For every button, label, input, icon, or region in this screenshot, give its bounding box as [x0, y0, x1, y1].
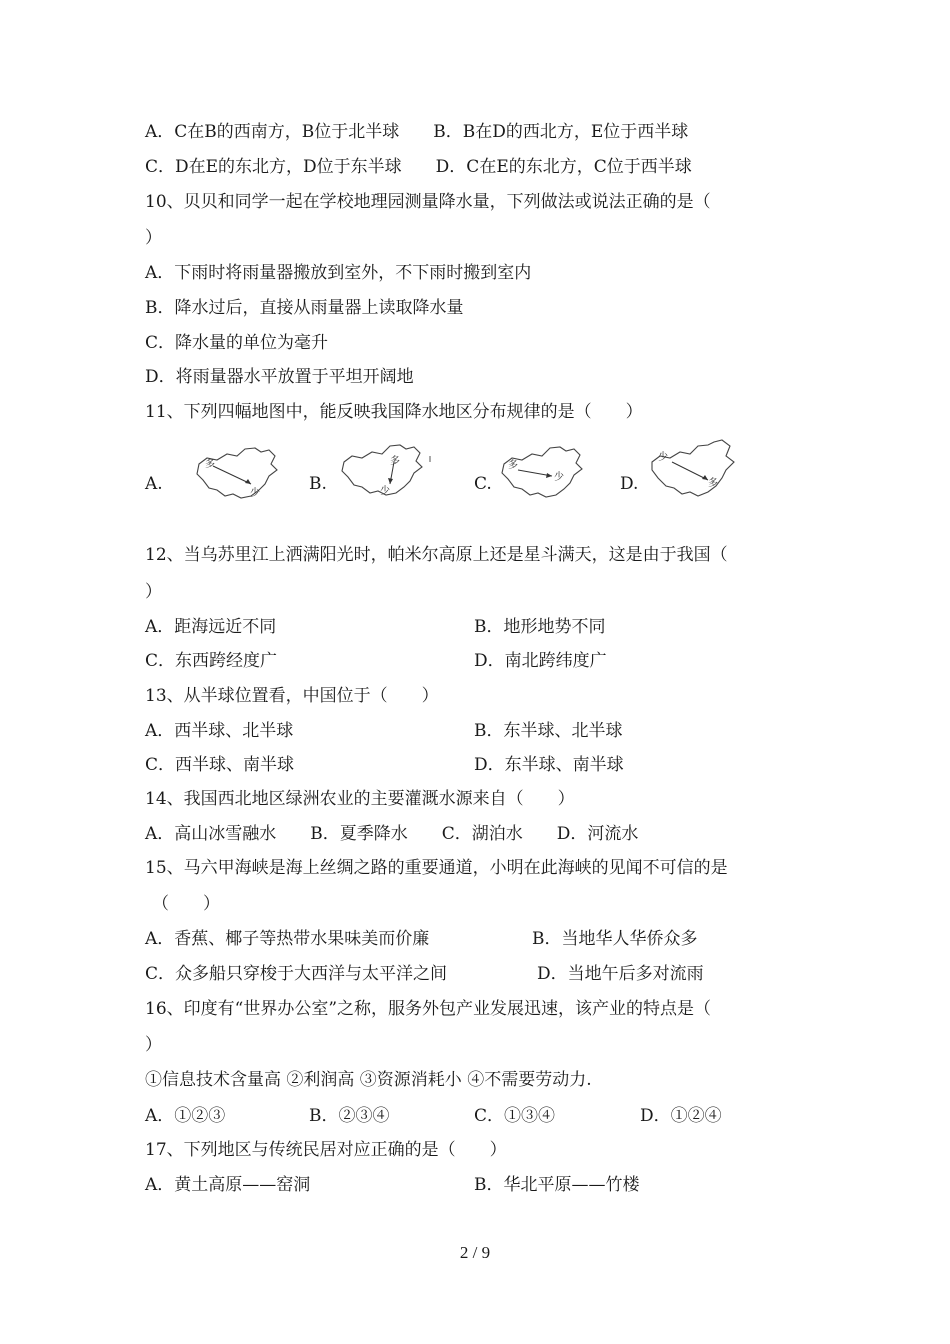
q13-option-c: C．西半球、南半球 — [145, 755, 295, 775]
q9-options-cd: C．D在E的东北方，D位于东半球 D．C在E的东北方，C位于西半球 — [145, 157, 692, 177]
q15-stem: 15、马六甲海峡是海上丝绸之路的重要通道，小明在此海峡的见闻不可信的是 — [145, 858, 728, 878]
china-map-c-icon — [500, 440, 590, 502]
q16-option-a: A．①②③ — [145, 1106, 226, 1126]
map-b-more-label: 多 — [390, 456, 400, 467]
q11-option-c-label: C. — [474, 474, 492, 494]
q15-option-b: B．当地华人华侨众多 — [532, 929, 698, 949]
q16-option-b: B．②③④ — [309, 1106, 390, 1126]
q17-stem: 17、下列地区与传统民居对应正确的是（ ） — [145, 1140, 507, 1160]
q13-option-b: B．东半球、北半球 — [474, 721, 623, 741]
page-number: 2 / 9 — [459, 1243, 491, 1262]
q10-stem-close: ） — [145, 228, 162, 248]
q11-stem: 11、下列四幅地图中，能反映我国降水地区分布规律的是（ ） — [145, 402, 643, 422]
map-a-less-label: 少 — [250, 488, 260, 499]
q10-option-a: A．下雨时将雨量器搬放到室外，不下雨时搬到室内 — [145, 263, 532, 283]
q16-option-d: D．①②④ — [640, 1106, 722, 1126]
q12-option-a: A．距海远近不同 — [145, 617, 277, 637]
q15-option-a: A．香蕉、椰子等热带水果味美而价廉 — [145, 929, 430, 949]
q13-option-a: A．西半球、北半球 — [145, 721, 294, 741]
q12-stem: 12、当乌苏里江上洒满阳光时，帕米尔高原上还是星斗满天，这是由于我国（ — [145, 545, 728, 565]
q16-stem: 16、印度有“世界办公室”之称，服务外包产业发展迅速，该产业的特点是（ — [145, 999, 712, 1019]
map-d-more-label: 多 — [708, 478, 718, 489]
q12-option-c: C．东西跨经度广 — [145, 651, 278, 671]
q14-options: A．高山冰雪融水 B．夏季降水 C．湖泊水 D．河流水 — [145, 824, 639, 844]
map-c-more-label: 多 — [508, 460, 518, 471]
q15-option-c: C．众多船只穿梭于大西洋与太平洋之间 — [145, 964, 448, 984]
q16-stem-close: ） — [145, 1035, 162, 1055]
q10-option-c: C．降水量的单位为毫升 — [145, 333, 329, 353]
q12-stem-close: ） — [145, 582, 162, 602]
q17-option-a: A．黄土高原——窑洞 — [145, 1175, 311, 1195]
map-b-less-label: 少 — [380, 486, 390, 497]
q10-option-d: D．将雨量器水平放置于平坦开阔地 — [145, 367, 414, 387]
map-c-less-label: 少 — [554, 472, 564, 483]
q12-option-d: D．南北跨纬度广 — [474, 651, 607, 671]
map-a-more-label: 多 — [205, 459, 215, 470]
q9-options-ab: A．C在B的西南方，B位于北半球 B．B在D的西北方，E位于西半球 — [145, 122, 689, 142]
q14-stem: 14、我国西北地区绿洲农业的主要灌溉水源来自（ ） — [145, 789, 575, 809]
china-map-b-icon — [338, 440, 433, 502]
q10-option-b: B．降水过后，直接从雨量器上读取降水量 — [145, 298, 464, 318]
q13-stem: 13、从半球位置看，中国位于（ ） — [145, 686, 439, 706]
q16-option-c: C．①③④ — [474, 1106, 556, 1126]
q15-option-d: D．当地午后多对流雨 — [537, 964, 704, 984]
q15-stem-close: （ ） — [152, 894, 220, 914]
map-d-less-label: 少 — [658, 452, 668, 463]
q11-option-b-label: B. — [309, 474, 327, 494]
q17-option-b: B．华北平原——竹楼 — [474, 1175, 640, 1195]
china-map-a-icon — [193, 444, 283, 504]
q10-stem: 10、贝贝和同学一起在学校地理园测量降水量，下列做法或说法正确的是（ — [145, 192, 711, 212]
q12-option-b: B．地形地势不同 — [474, 617, 606, 637]
q11-option-d-label: D. — [620, 474, 639, 494]
q11-option-a-label: A. — [145, 474, 163, 494]
china-map-d-icon — [648, 436, 740, 502]
q13-option-d: D．东半球、南半球 — [474, 755, 624, 775]
q16-statements: ①信息技术含量高 ②利润高 ③资源消耗小 ④不需要劳动力. — [145, 1070, 592, 1090]
